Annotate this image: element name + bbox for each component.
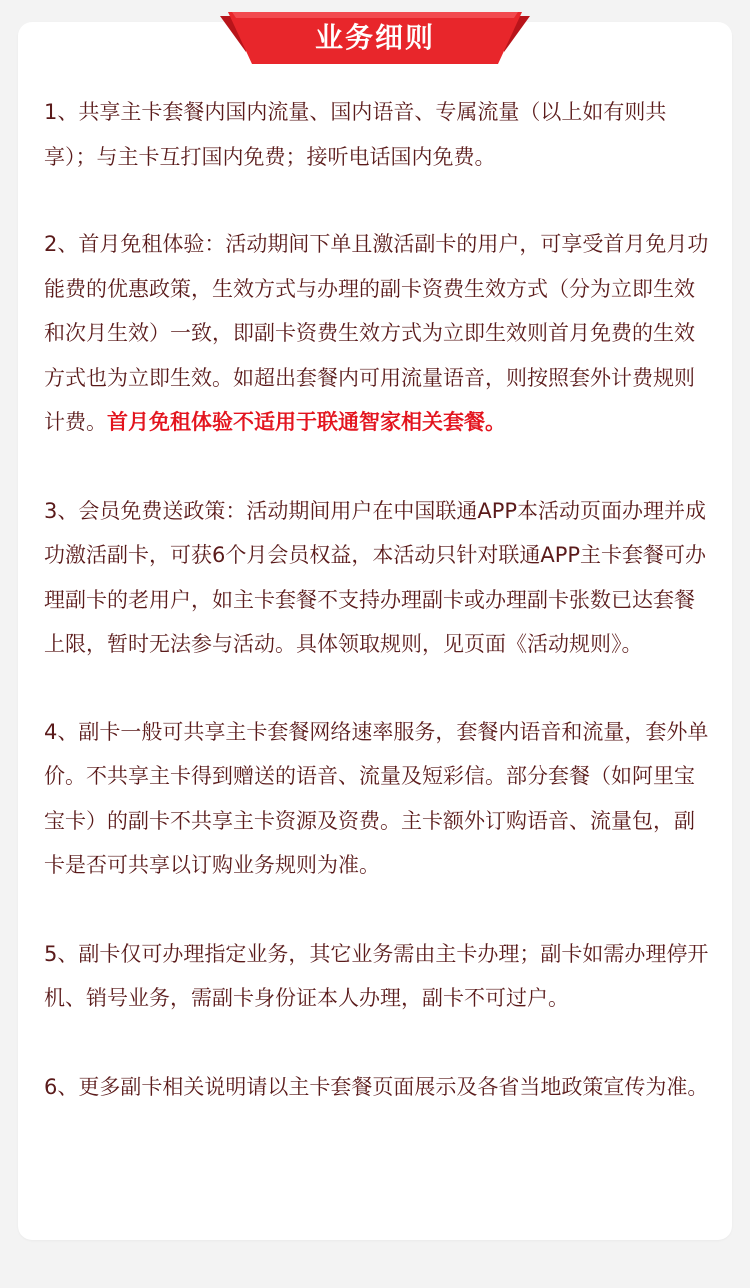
rule-text: 1、共享主卡套餐内国内流量、国内语音、专属流量（以上如有则共享）；与主卡互打国内免费；接听电话国内免费。: [44, 100, 667, 169]
rule-text: 2、首月免租体验：活动期间下单且激活副卡的用户，可享受首月免月功能费的优惠政策，生效方式与办理的副卡资费生效方式（分为立即生效和次月生效）一致，即副卡资费生效方式为立即生效则首月免费的生效方式也为立即生效。如超出套餐内可用流量语音，则按照套外计费规则计费。: [44, 232, 709, 434]
rule-text: 5、副卡仅可办理指定业务，其它业务需由主卡办理；副卡如需办理停开机、销号业务，需副卡身份证本人办理，副卡不可过户。: [44, 941, 709, 1010]
page-title: 业务细则: [314, 21, 435, 54]
rule-item: [44, 90, 712, 179]
rule-item: [44, 1065, 712, 1110]
rule-item: [44, 710, 712, 888]
rule-item: [44, 932, 712, 1021]
rules-list: [44, 90, 712, 1152]
rule-item: [44, 489, 712, 667]
rule-text: 4、副卡一般可共享主卡套餐网络速率服务，套餐内语音和流量，套外单价。不共享主卡得到赠送的语音、流量及短彩信。部分套餐（如阿里宝宝卡）的副卡不共享主卡资源及资费。主卡额外订购语音、流量包，副卡是否可共享以订购业务规则为准。: [44, 719, 709, 877]
title-ribbon: [220, 12, 530, 70]
rule-highlight: 首月免租体验不适用于联通智家相关套餐。: [107, 410, 506, 434]
rule-text: 6、更多副卡相关说明请以主卡套餐页面展示及各省当地政策宣传为准。: [44, 1074, 709, 1099]
rule-item: [44, 222, 712, 445]
rule-text: 3、会员免费送政策：活动期间用户在中国联通APP本活动页面办理并成功激活副卡，可获6个月会员权益，本活动只针对联通APP主卡套餐可办理副卡的老用户，如主卡套餐不支持办理副卡或办理副卡张数已达套餐上限，暂时无法参与活动。具体领取规则，见页面《活动规则》。: [44, 498, 707, 656]
